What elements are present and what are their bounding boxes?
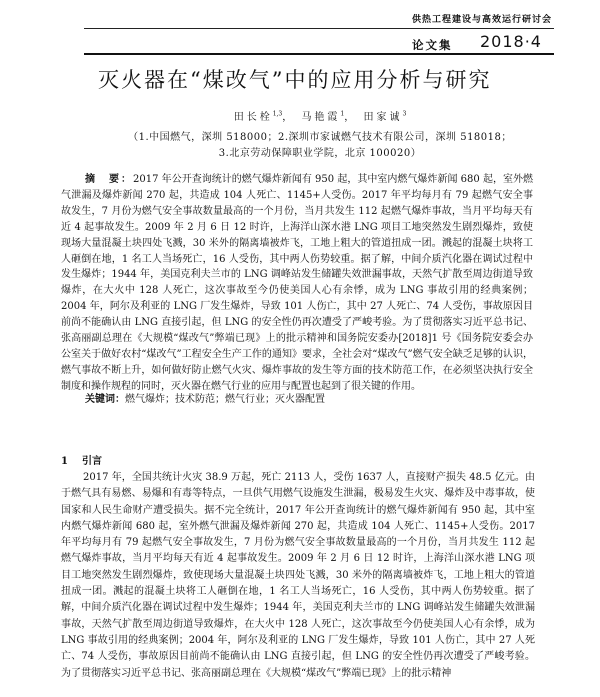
keywords-label: 关键词：: [85, 394, 125, 405]
issue-number: 2018·4: [480, 32, 542, 51]
author-affiliation-mark: 1,3: [272, 110, 283, 118]
affiliation-line: 3.北京劳动保障职业学院，北京 100020）: [218, 148, 422, 159]
keywords: [61, 392, 533, 408]
section-title: 引言: [81, 456, 102, 467]
section-number: 1: [61, 456, 68, 467]
author-affiliation-mark: 3: [402, 110, 407, 118]
abstract-text: 2017 年公开查询统计的燃气爆炸新闻有 950 起，其中室内燃气爆炸新闻 680 起，室外燃气泄漏及爆炸新闻 270 起，共造成 104 人死亡、1145+人受伤。2017 年平均每月有 79 起燃气安全事故发生，7 月份为燃气安全事故数量最高的一个月份，当月共发生 112 起燃气爆炸事故，当月平均每天有近 4 起事故发生。2009 年 2 月 6 日 12 时许，上海洋山深水港 LNG 项目工地突然发生剧烈爆炸，致使现场大量混凝土块四处飞溅，30 米外的隔离墙被炸飞，工地上粗大的管道扭成一团。溅起的混凝土块将工人砸倒在地，1 名工人当场死亡，16 人受伤，其中两人伤势较重。据了解，中间介质汽化器在调试过程中发生爆炸；1944 年，美国克利夫兰市的 LNG 调峰站发生储罐失效泄漏事故，天然气扩散至周边街道导致爆炸，在大火中 128 人死亡，这次事故至今仍使美国人心有余悸，成为 LNG 事故引用的经典案例； 2004 年，阿尔及利亚的 LNG 厂发生爆炸，导致 101 人伤亡，其中 27 人死亡、74 人受伤，事故原因目前尚不能确认由 LNG 直接引起，但 LNG 的安全性仍再次遭受了严峻考验。为了贯彻落实习近平总书记、张高丽副总理在《大规模“煤改气”弊端已现》上的批示精神和国务院安委办[2018]1 号《国务院安委会办公室关于做好农村“煤改气”工程安全生产工作的通知》要求，全社会对“煤改气”燃气安全缺乏足够的认识，燃气事故不断上升，如何做好防止燃气火灾、爆炸事故的发生等方面的技术防范工作，在必须坚决执行安全制度和操作规程的同时，灭火器在燃气行业的应用与配置也起到了很关键的作用。: [61, 174, 533, 392]
section-label: 论文集: [412, 38, 453, 52]
author-name: 田长栓: [233, 112, 273, 123]
author-affiliation-mark: 1: [340, 110, 345, 118]
paper-title: 灭火器在“煤改气”中的应用分析与研究: [98, 68, 492, 92]
author-name: 田家诚: [363, 112, 403, 123]
keywords-text: 燃气爆炸；技术防范；燃气行业；灭火器配置: [125, 394, 325, 405]
author-list: 田长栓$^{1,3}$， 马艳霞$^1$， 田家诚$^3$: [233, 110, 407, 123]
section-heading: [61, 452, 102, 467]
intro-paragraph: 2017 年，全国共统计火灾 38.9 万起，死亡 2113 人，受伤 1637 人，直接财产损失 48.5 亿元。由于燃气具有易燃、易爆和有毒等特点，一旦供气用燃气设施发生泄漏，极易发生火灾、爆炸及中毒事故，使国家和人民生命财产遭受损失。据不完全统计，2017 年公开查询统计的燃气爆炸新闻有 950 起，其中室内燃气爆炸新闻 680 起，室外燃气泄漏及爆炸新闻 270 起，共造成 104 人死亡、1145+人受伤。2017 年平均每月有 79 起燃气安全事故发生，7 月份为燃气安全事故数量最高的一个月份，当月共发生 112 起燃气爆炸事故，当月平均每天有近 4 起事故发生。2009 年 2 月 6 日 12 时许，上海洋山深水港 LNG 项目工地突然发生剧烈爆炸，致使现场大量混凝土块四处飞溅，30 米外的隔离墙被炸飞，工地上粗大的管道扭成一团。溅起的混凝土块将工人砸倒在地，1 名工人当场死亡，16 人受伤，其中两人伤势较重。据了解，中间介质汽化器在调试过程中发生爆炸；1944 年，美国克利夫兰市的 LNG 调峰站发生储罐失效泄漏事故，天然气扩散至周边街道导致爆炸，在大火中 128 人死亡，这次事故至今仍使美国人心有余悸，成为 LNG 事故引用的经典案例；2004 年，阿尔及利亚的 LNG 厂发生爆炸，导致 101 人伤亡，其中 27 人死亡、74 人受伤，事故原因目前尚不能确认由 LNG 直接引起，但 LNG 的安全性仍再次遭受了严峻考验。为了贯彻落实习近平总书记、张高丽副总理在《大规模“煤改气”弊端已现》上的批示精神: [61, 472, 535, 679]
affiliation-line: （1.中国燃气，深圳 518000；2.深圳市家诚燃气技术有限公司，深圳 518018；: [128, 132, 512, 143]
header-rule: [84, 28, 554, 29]
abstract-label: 摘 要：: [85, 174, 134, 185]
abstract: [61, 172, 533, 395]
journal-title: 供热工程建设与高效运行研讨会: [411, 15, 552, 25]
header-thick-rule: [84, 53, 554, 55]
author-name: 马艳霞: [301, 112, 341, 123]
